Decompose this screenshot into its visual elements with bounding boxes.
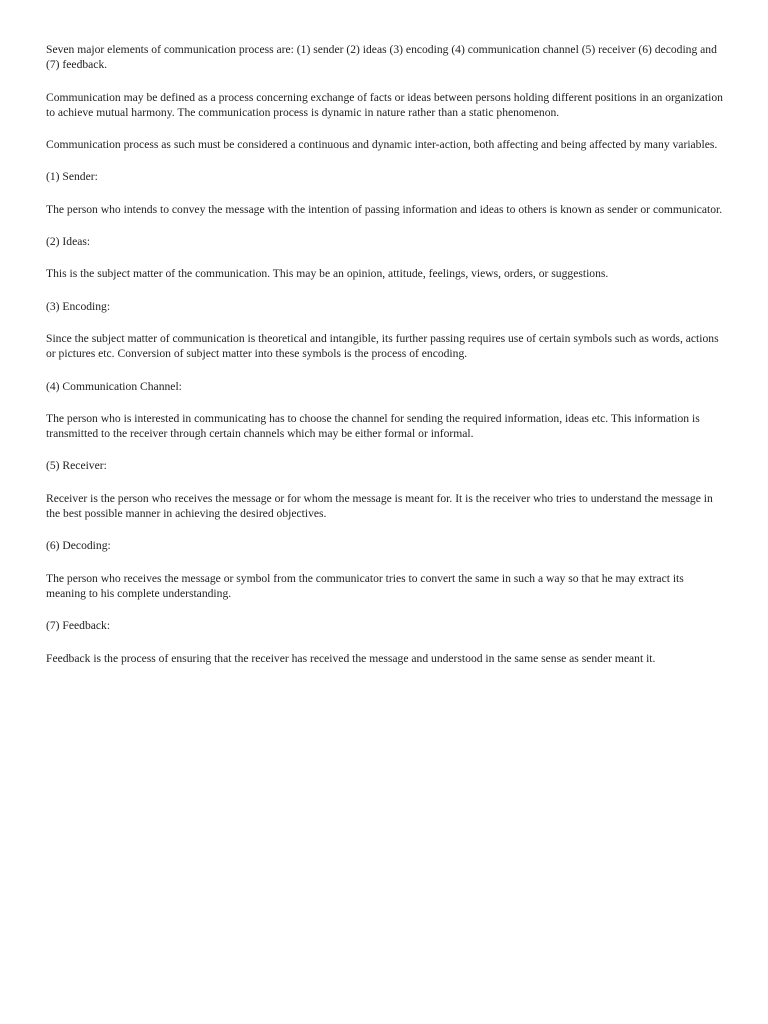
document-page xyxy=(46,42,726,683)
ideas-paragraph: This is the subject matter of the communication. This may be an opinion, attitude, feelings, views, orders, or suggestions. xyxy=(46,267,609,281)
channel-paragraph: The person who is interested in communicating has to choose the channel for sending the required information, ideas etc. This information is transmitted to the receiver through certain channels which may be either formal or informal. xyxy=(46,411,700,441)
definition-paragraph: Communication may be defined as a process concerning exchange of facts or ideas between persons holding different positions in an organization to achieve mutual harmony. The communication process is dynamic in nature rather than a static phenomenon. xyxy=(46,90,723,119)
encoding-paragraph: Since the subject matter of communication is theoretical and intangible, its further passing requires use of certain symbols such as words, actions or pictures etc. Conversion of subject matter into these symbols is the process of encoding. xyxy=(46,331,719,361)
intro-paragraph: Seven major elements of communication process are: (1) sender (2) ideas (3) encoding (4) communication channel (5) receiver (6) decoding and (7) feedback. xyxy=(46,43,717,72)
section-heading-ideas: (2) Ideas: xyxy=(46,235,91,249)
section-heading-feedback: (7) Feedback: xyxy=(46,619,111,633)
sender-paragraph: The person who intends to convey the message with the intention of passing information and ideas to others is known as sender or communicator. xyxy=(46,202,723,216)
section-heading-sender: (1) Sender: xyxy=(46,170,98,184)
section-heading-channel: (4) Communication Channel: xyxy=(46,379,182,393)
feedback-paragraph: Feedback is the process of ensuring that the receiver has received the message and understood in the same sense as sender meant it. xyxy=(46,651,656,665)
section-heading-receiver: (5) Receiver: xyxy=(46,459,107,473)
decoding-paragraph: The person who receives the message or symbol from the communicator tries to convert the same in such a way so that he may extract its meaning to his complete understanding. xyxy=(46,571,684,600)
section-heading-encoding: (3) Encoding: xyxy=(46,299,111,313)
section-heading-decoding: (6) Decoding: xyxy=(46,539,111,553)
process-paragraph: Communication process as such must be considered a continuous and dynamic inter-action, both affecting and being affected by many variables. xyxy=(46,138,718,152)
receiver-paragraph: Receiver is the person who receives the message or for whom the message is meant for. It is the receiver who tries to understand the message in the best possible manner in achieving the desired objectives. xyxy=(46,491,713,521)
